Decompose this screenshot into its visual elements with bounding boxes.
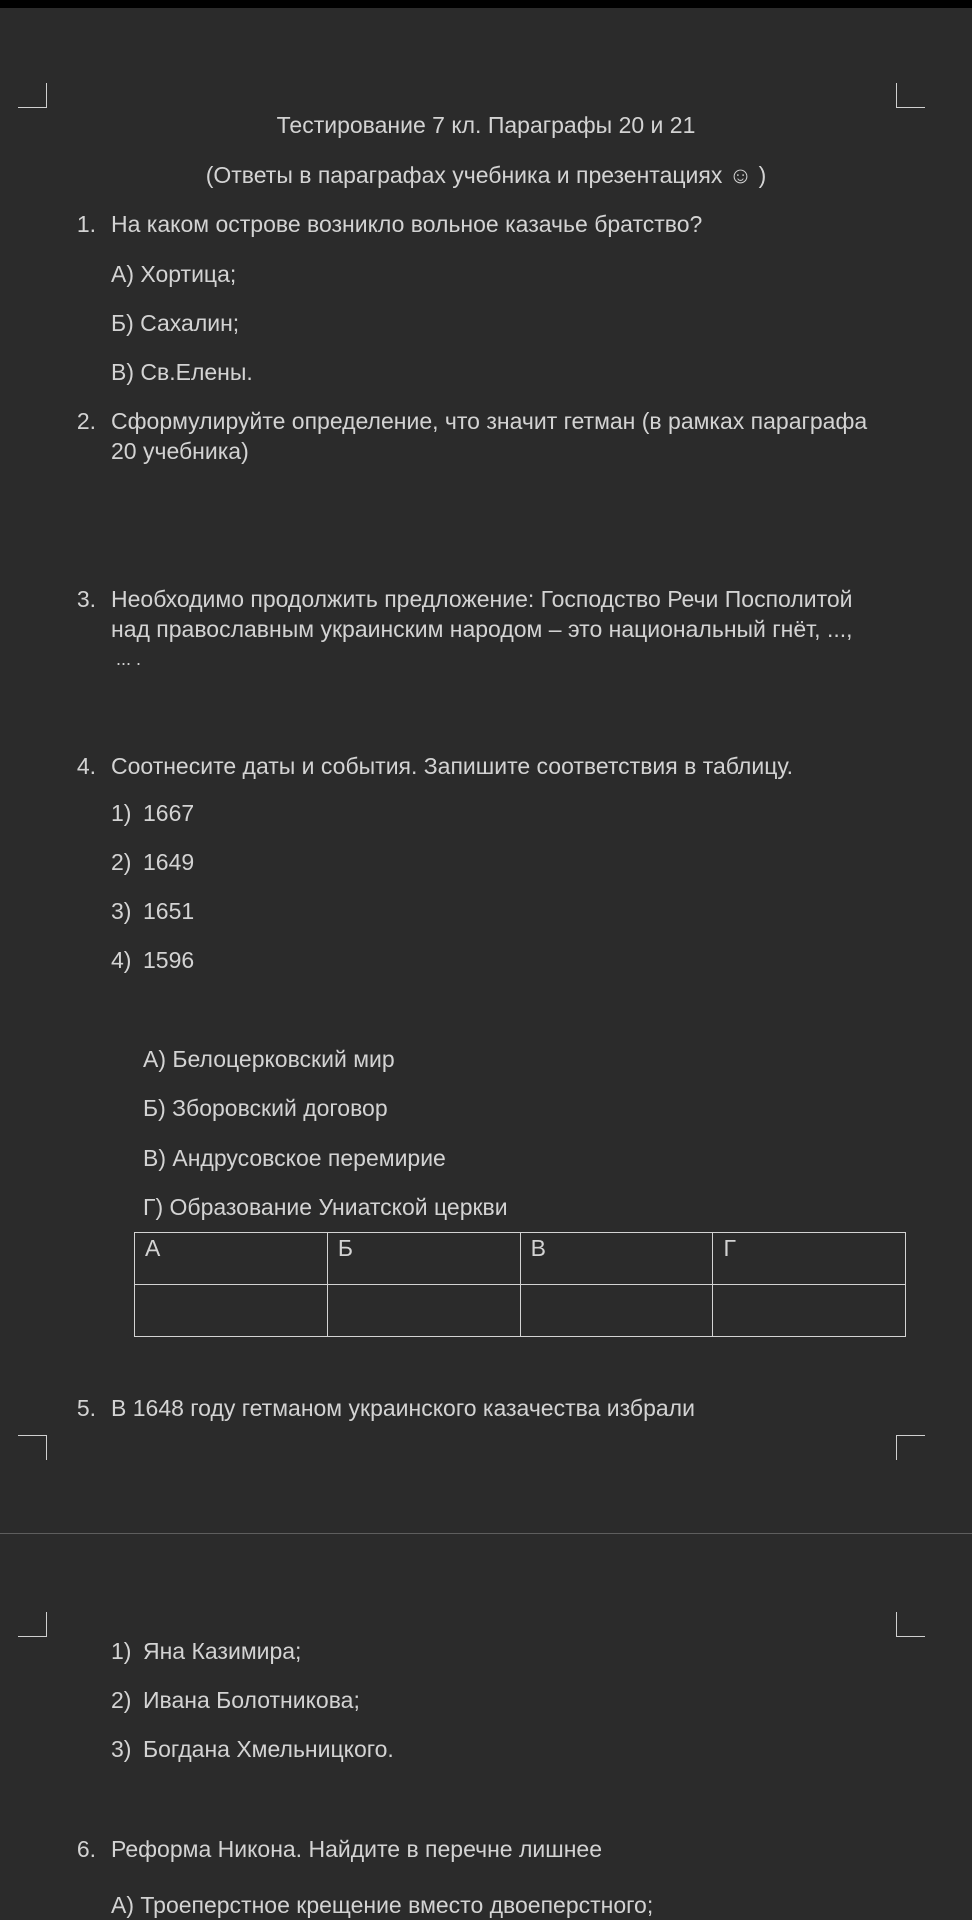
- question-text: 20 учебника): [111, 438, 249, 464]
- answer-option: Богдана Хмельницкого.: [143, 1736, 394, 1762]
- table-answer-cell[interactable]: [135, 1285, 328, 1337]
- table-answer-cell[interactable]: [327, 1285, 520, 1337]
- event-item: Б) Зборовский договор: [143, 1095, 388, 1121]
- question-text: Необходимо продолжить предложение: Господство Речи Посполитой: [111, 586, 853, 612]
- page-corner-mark: [896, 1612, 925, 1637]
- table-answer-row: [135, 1285, 906, 1337]
- date-item-value: 1649: [143, 849, 195, 875]
- table-answer-cell[interactable]: [520, 1285, 713, 1337]
- question-number: 3.: [76, 586, 96, 612]
- page-corner-mark: [18, 83, 47, 108]
- question-number: 4.: [76, 753, 96, 779]
- answer-option: Яна Казимира;: [143, 1638, 302, 1664]
- page-corner-mark: [896, 1435, 925, 1460]
- page-corner-mark: [896, 83, 925, 108]
- date-item-number: 1): [111, 800, 132, 826]
- page-corner-mark: [18, 1435, 47, 1460]
- event-item: Г) Образование Униатской церкви: [143, 1194, 508, 1220]
- answer-option: В) Св.Елены.: [111, 359, 253, 385]
- date-item-number: 4): [111, 947, 132, 973]
- answer-option-number: 1): [111, 1638, 132, 1664]
- question-text: Соотнесите даты и события. Запишите соответствия в таблицу.: [111, 753, 793, 779]
- event-item: А) Белоцерковский мир: [143, 1046, 395, 1072]
- table-header-cell: А: [135, 1233, 328, 1285]
- document-subtitle: (Ответы в параграфах учебника и презентациях ☺ ): [205, 162, 767, 188]
- question-number: 6.: [76, 1836, 96, 1862]
- date-item-number: 2): [111, 849, 132, 875]
- table-header-cell: Г: [713, 1233, 906, 1285]
- date-item-value: 1667: [143, 800, 195, 826]
- table-answer-cell[interactable]: [713, 1285, 906, 1337]
- question-text: ... .: [116, 649, 142, 669]
- date-item-number: 3): [111, 898, 132, 924]
- question-text: Сформулируйте определение, что значит гетман (в рамках параграфа: [111, 408, 868, 434]
- question-text: над православным украинским народом – это национальный гнёт, ...,: [111, 616, 853, 642]
- answer-option: Ивана Болотникова;: [143, 1687, 360, 1713]
- question-text: В 1648 году гетманом украинского казачества избрали: [111, 1395, 695, 1421]
- question-number: 1.: [76, 211, 96, 237]
- page-corner-mark: [18, 1612, 47, 1637]
- answer-option-partial: А) Троеперстное крещение вместо двоеперстного;: [111, 1892, 654, 1918]
- question-number: 2.: [76, 408, 96, 434]
- date-item-value: 1651: [143, 898, 195, 924]
- document-page-2: [0, 1534, 972, 1918]
- table-header-cell: В: [520, 1233, 713, 1285]
- top-status-bar: [0, 0, 972, 8]
- date-item-value: 1596: [143, 947, 195, 973]
- question-text: На каком острове возникло вольное казачье братство?: [111, 211, 703, 237]
- question-text: Реформа Никона. Найдите в перечне лишнее: [111, 1836, 602, 1862]
- answer-option: Б) Сахалин;: [111, 310, 240, 336]
- document-title: Тестирование 7 кл. Параграфы 20 и 21: [276, 112, 696, 138]
- answer-option: А) Хортица;: [111, 261, 237, 287]
- answer-option-number: 2): [111, 1687, 132, 1713]
- event-item: В) Андрусовское перемирие: [143, 1145, 446, 1171]
- question-number: 5.: [76, 1395, 96, 1421]
- table-header-row: [135, 1233, 906, 1285]
- table-header-cell: Б: [327, 1233, 520, 1285]
- answer-table: [134, 1232, 906, 1337]
- answer-option-number: 3): [111, 1736, 132, 1762]
